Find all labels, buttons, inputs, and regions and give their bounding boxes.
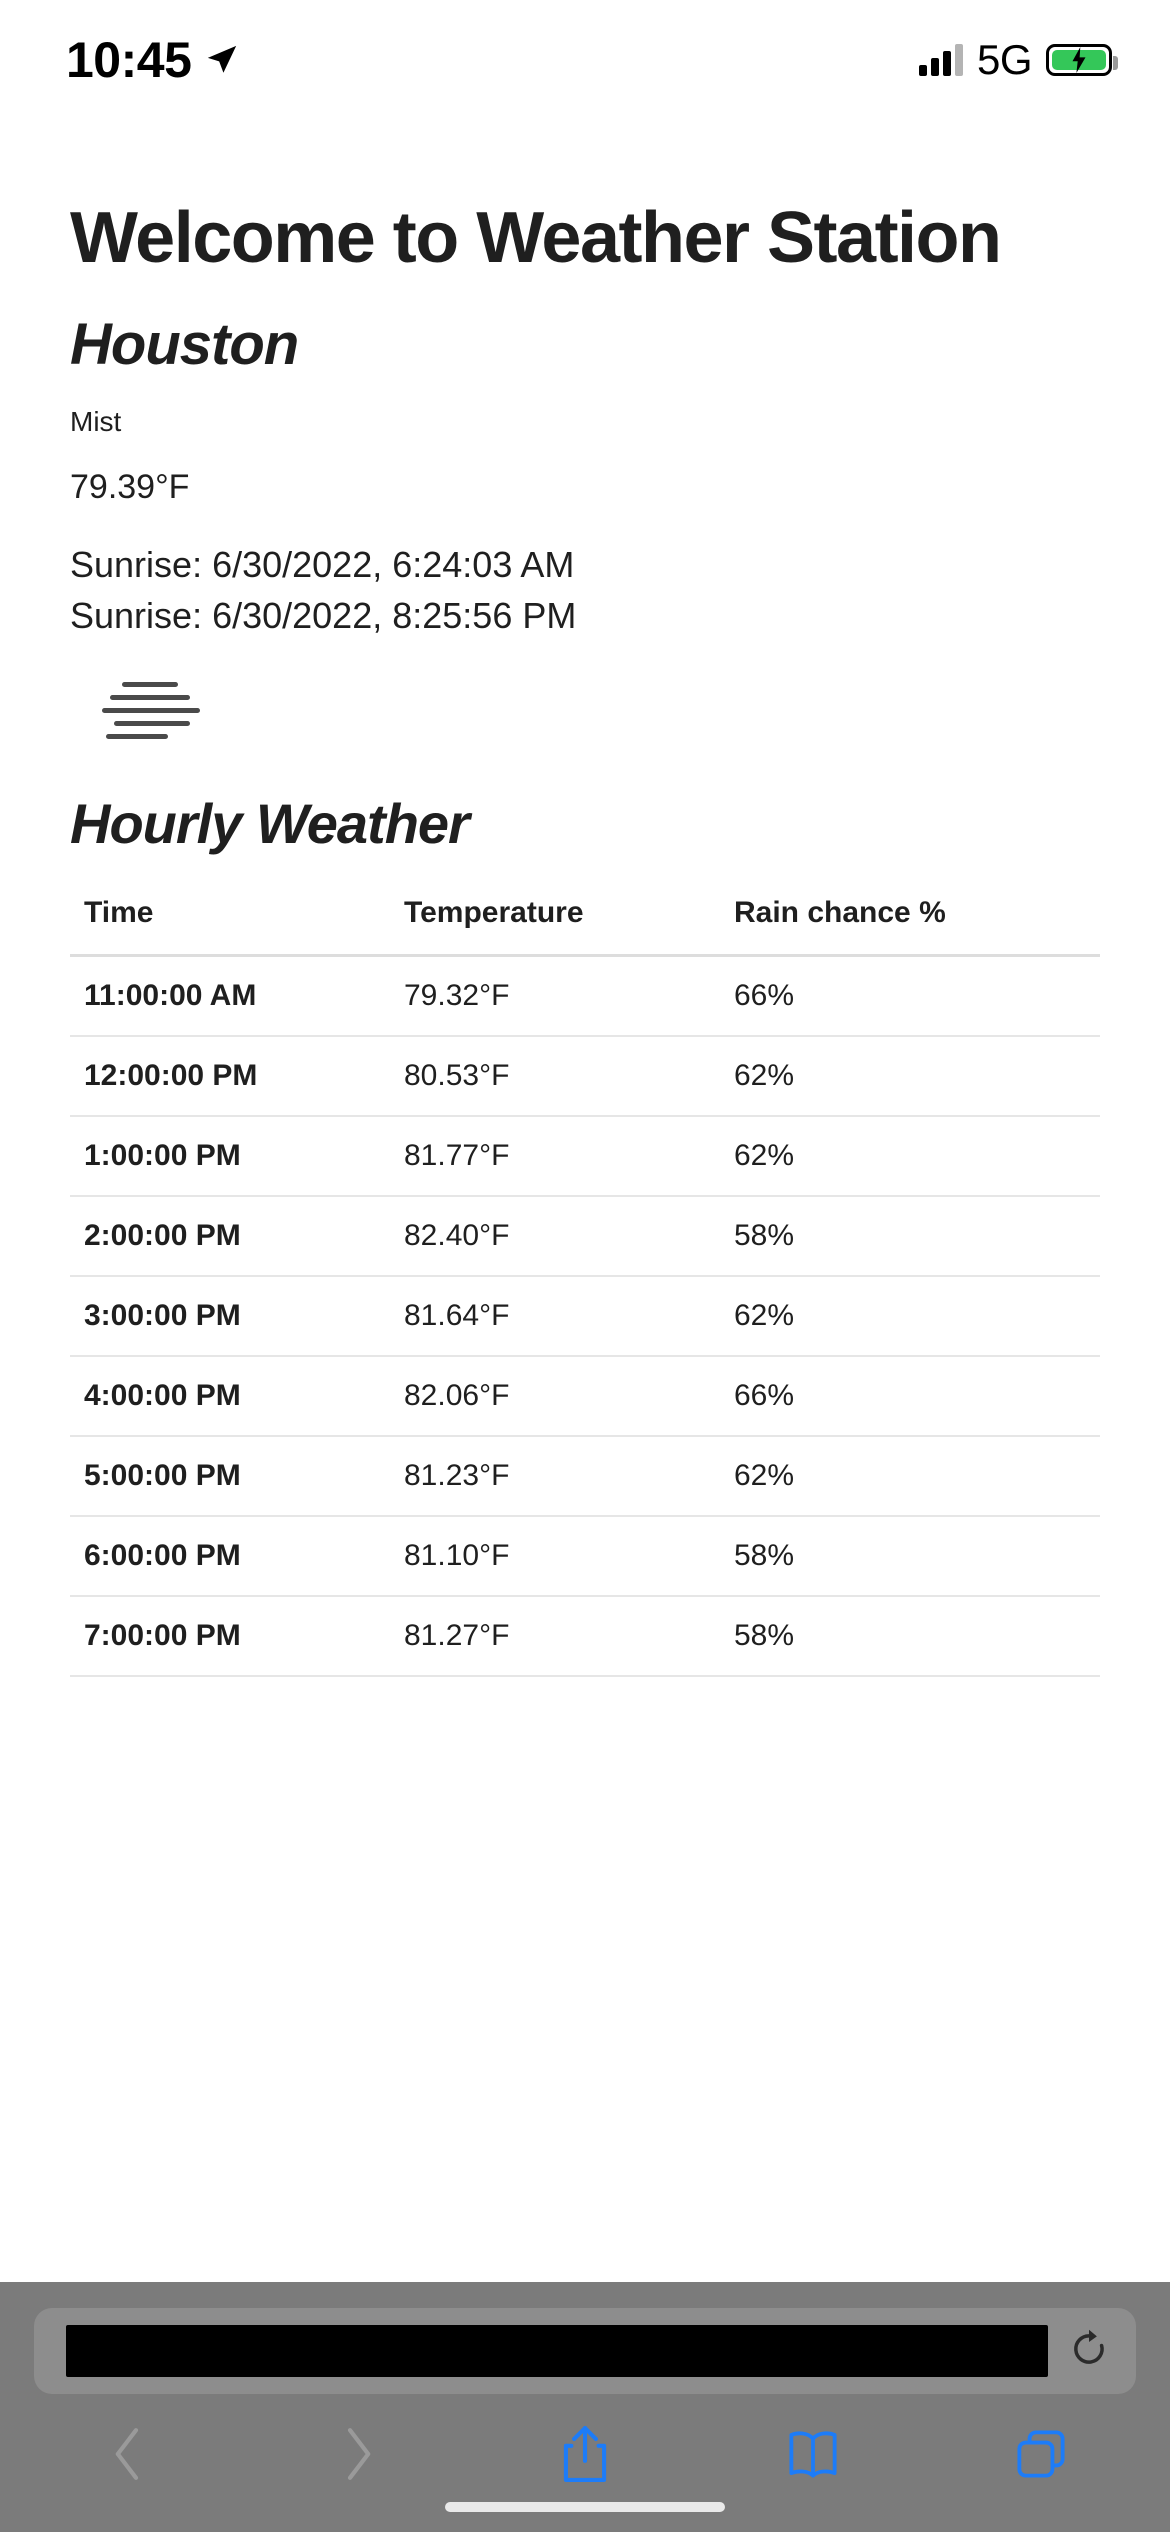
cell-temperature: 81.10°F [390,1516,720,1596]
cell-rain-chance: 62% [720,1436,1100,1516]
battery-charging-icon [1046,44,1112,76]
cell-temperature: 81.27°F [390,1596,720,1676]
page-title: Welcome to Weather Station [70,198,1001,278]
cell-rain-chance: 62% [720,1036,1100,1116]
table-row [70,1356,1100,1436]
share-icon[interactable] [540,2424,630,2484]
tabs-icon[interactable] [996,2424,1086,2484]
hourly-section-title: Hourly Weather [70,791,469,855]
table-row [70,1596,1100,1676]
cell-time: 4:00:00 PM [70,1356,390,1436]
mist-icon [100,678,210,753]
cell-time: 3:00:00 PM [70,1276,390,1356]
forward-button[interactable] [312,2426,402,2482]
cell-rain-chance: 66% [720,955,1100,1036]
cell-rain-chance: 62% [720,1276,1100,1356]
cell-temperature: 82.06°F [390,1356,720,1436]
url-input[interactable] [66,2325,1048,2377]
table-row [70,1436,1100,1516]
cell-time: 11:00:00 AM [70,955,390,1036]
home-indicator-area [0,2482,1170,2532]
cell-time: 2:00:00 PM [70,1196,390,1276]
cell-temperature: 81.23°F [390,1436,720,1516]
cell-time: 1:00:00 PM [70,1116,390,1196]
cell-temperature: 79.32°F [390,955,720,1036]
column-header-rain-chance: Rain chance % [720,896,1100,956]
webpage-content [0,120,1170,2282]
status-bar [0,0,1170,120]
table-header-row [70,896,1100,956]
table-row [70,1196,1100,1276]
column-header-time: Time [70,896,390,956]
cell-rain-chance: 62% [720,1116,1100,1196]
sunset-time: Sunrise: 6/30/2022, 8:25:56 PM [70,594,577,636]
cell-rain-chance: 58% [720,1596,1100,1676]
status-bar-right [919,36,1112,83]
table-row [70,1276,1100,1356]
cell-temperature: 82.40°F [390,1196,720,1276]
address-bar[interactable] [34,2308,1136,2394]
sunrise-time: Sunrise: 6/30/2022, 6:24:03 AM [70,543,575,585]
cell-time: 7:00:00 PM [70,1596,390,1676]
cell-temperature: 81.64°F [390,1276,720,1356]
status-time: 10:45 [66,32,192,88]
cell-rain-chance: 58% [720,1516,1100,1596]
safari-bottom-bar [0,2282,1170,2532]
cell-rain-chance: 66% [720,1356,1100,1436]
cell-temperature: 81.77°F [390,1116,720,1196]
location-arrow-icon [205,43,239,77]
cell-rain-chance: 58% [720,1196,1100,1276]
table-row [70,1036,1100,1116]
bookmarks-icon[interactable] [768,2424,858,2484]
current-temperature: 79.39°F [70,467,190,506]
table-row [70,955,1100,1036]
column-header-temperature: Temperature [390,896,720,956]
home-indicator[interactable] [445,2502,725,2512]
cellular-signal-icon [919,44,963,76]
back-button[interactable] [84,2426,174,2482]
weather-icon-container [70,641,1100,791]
network-type-label: 5G [976,36,1032,83]
cell-time: 12:00:00 PM [70,1036,390,1116]
hourly-weather-table [70,896,1100,1677]
table-row [70,1516,1100,1596]
status-bar-left [66,32,239,88]
cell-time: 6:00:00 PM [70,1516,390,1596]
reload-icon[interactable] [1068,2328,1110,2375]
cell-time: 5:00:00 PM [70,1436,390,1516]
cell-temperature: 80.53°F [390,1036,720,1116]
city-name: Houston [70,311,299,377]
weather-condition: Mist [70,405,122,437]
table-row [70,1116,1100,1196]
